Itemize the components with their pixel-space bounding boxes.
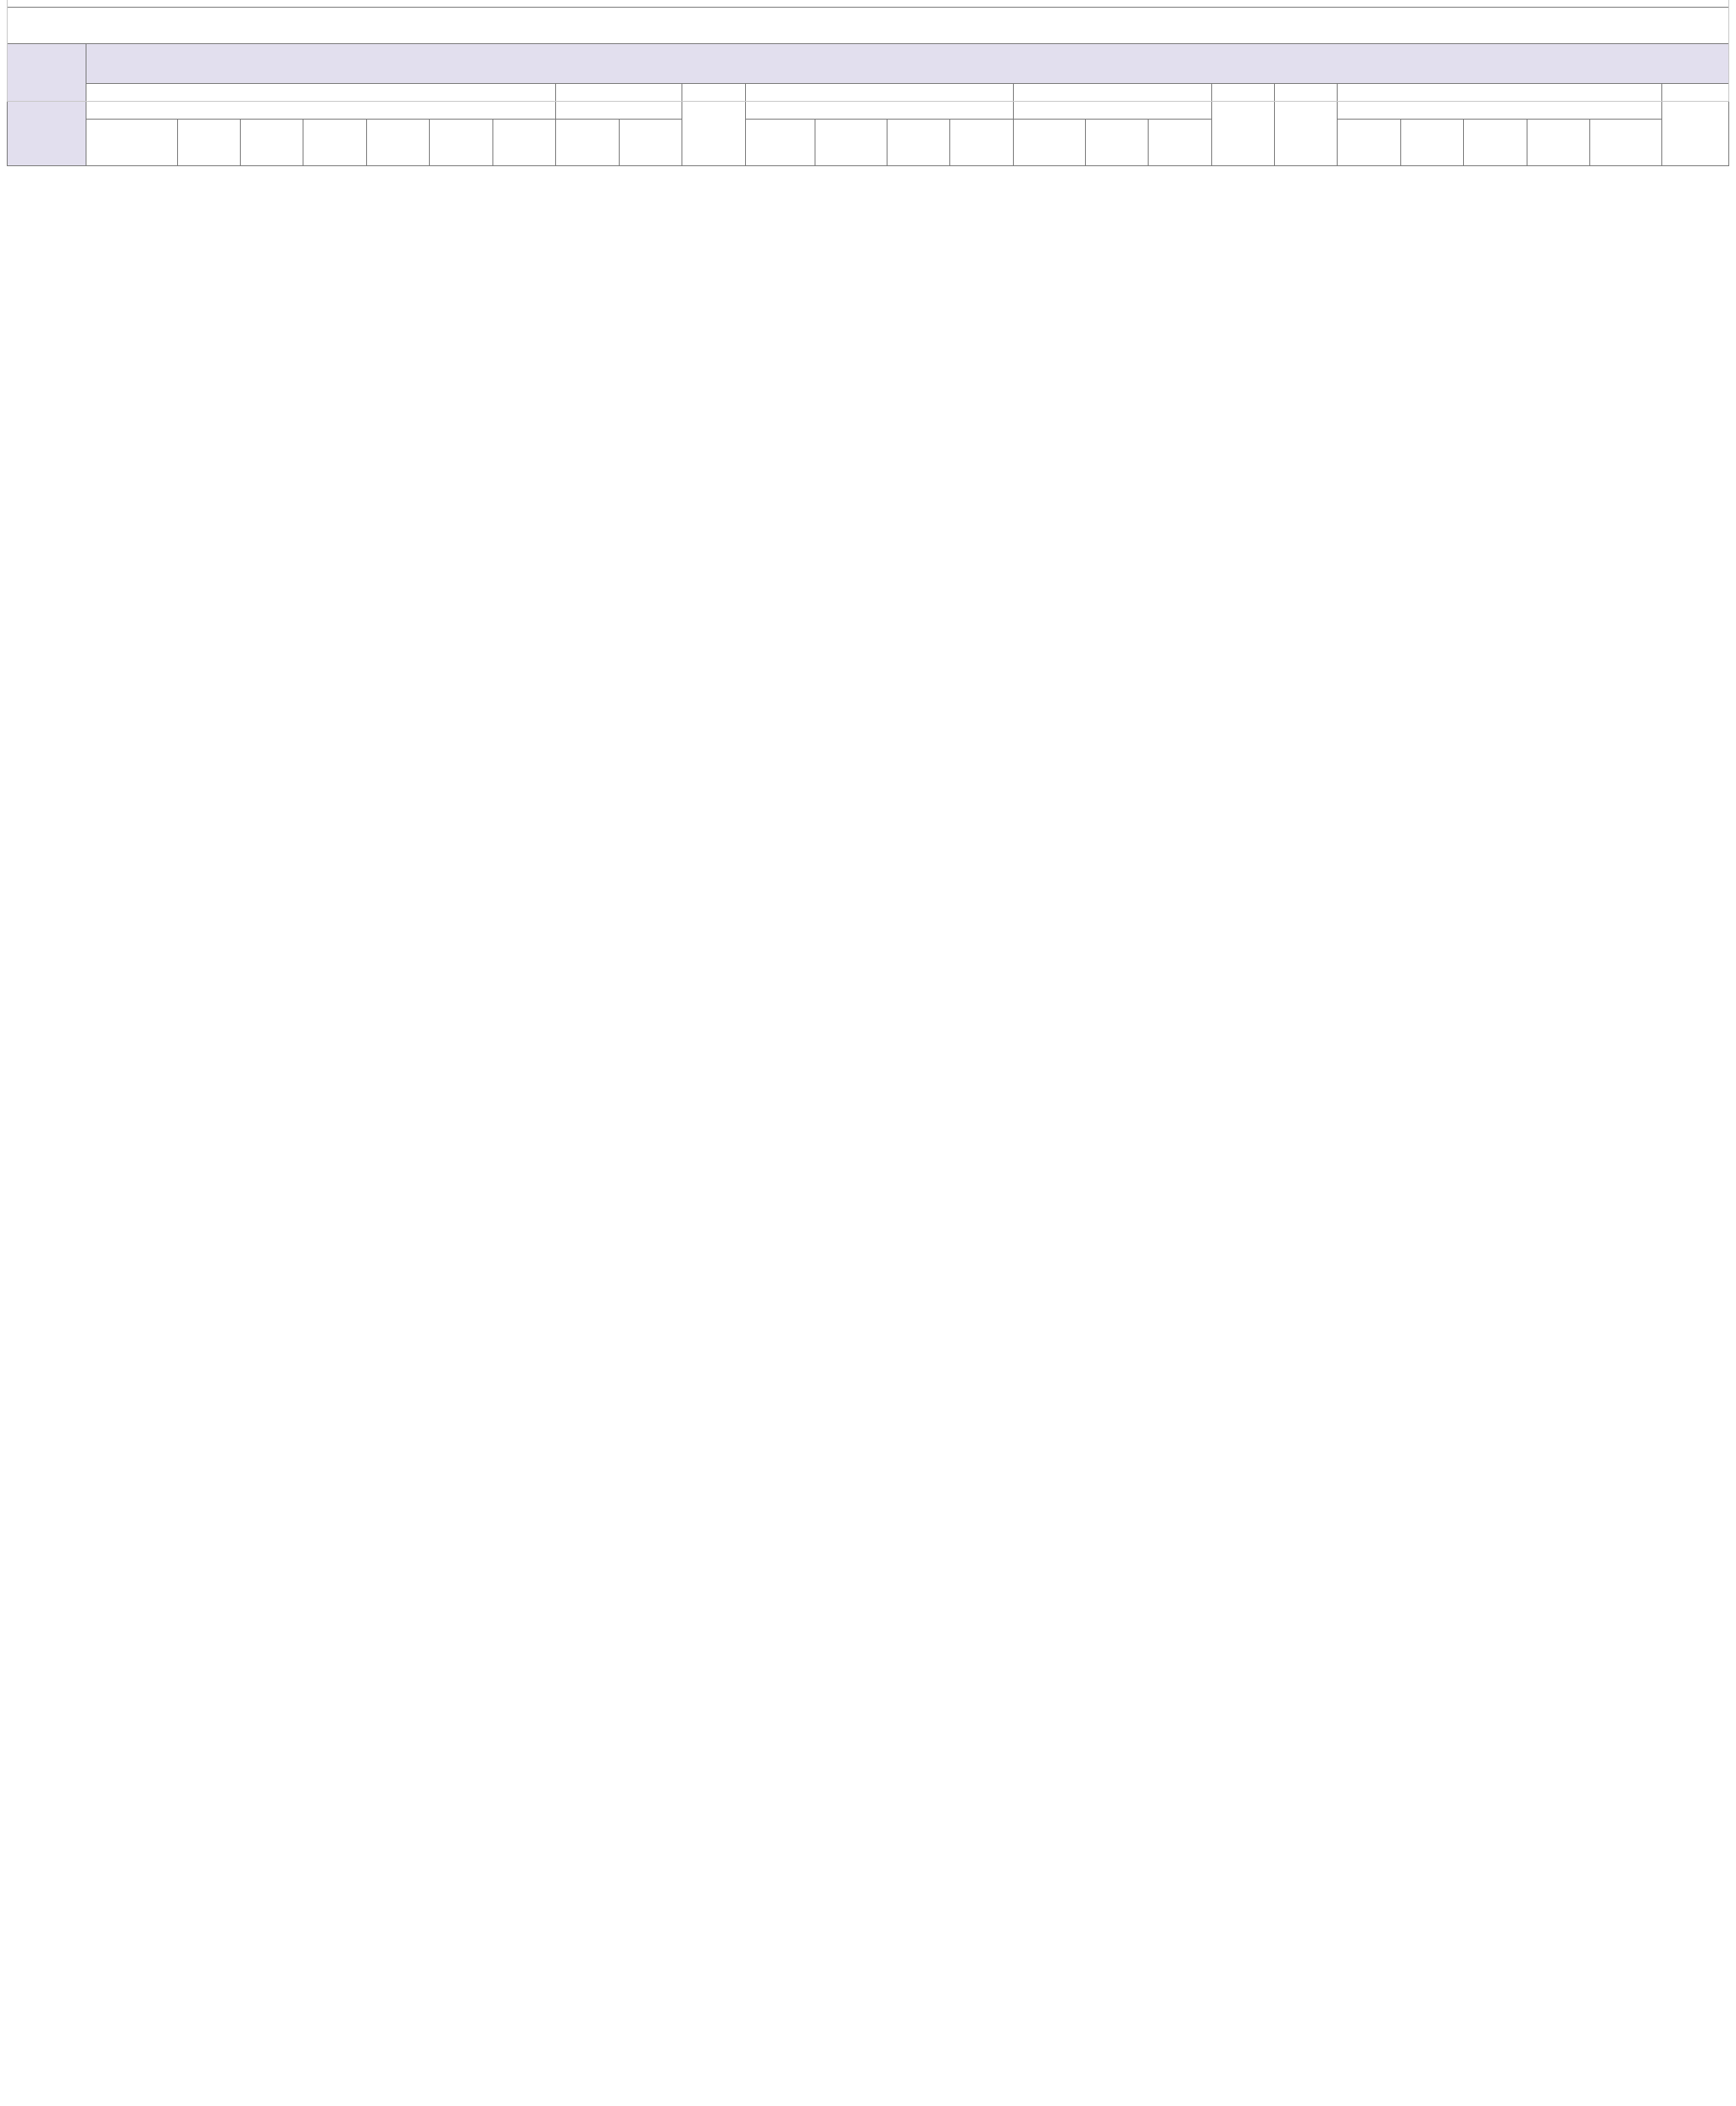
- dept-header: [1400, 120, 1463, 166]
- dept-header: [1464, 120, 1527, 166]
- dept-header: [1590, 120, 1662, 166]
- dept-header: [366, 120, 429, 166]
- dept-header: [815, 120, 887, 166]
- dept-header: [745, 120, 815, 166]
- sheet-footer-area: [7, 0, 1729, 102]
- dept-header: [950, 120, 1013, 166]
- dept-header: [619, 120, 682, 166]
- dept-header: [430, 120, 492, 166]
- dept-header: [303, 120, 366, 166]
- dept-header: [1085, 120, 1148, 166]
- dept-header: [887, 120, 950, 166]
- dept-header: [241, 120, 303, 166]
- dept-header: [492, 120, 555, 166]
- dept-header: [1527, 120, 1589, 166]
- dept-header: [86, 120, 178, 166]
- dept-header: [1149, 120, 1211, 166]
- dept-header: [1338, 120, 1400, 166]
- dept-header: [556, 120, 619, 166]
- dept-header: [177, 120, 240, 166]
- dept-header: [1013, 120, 1085, 166]
